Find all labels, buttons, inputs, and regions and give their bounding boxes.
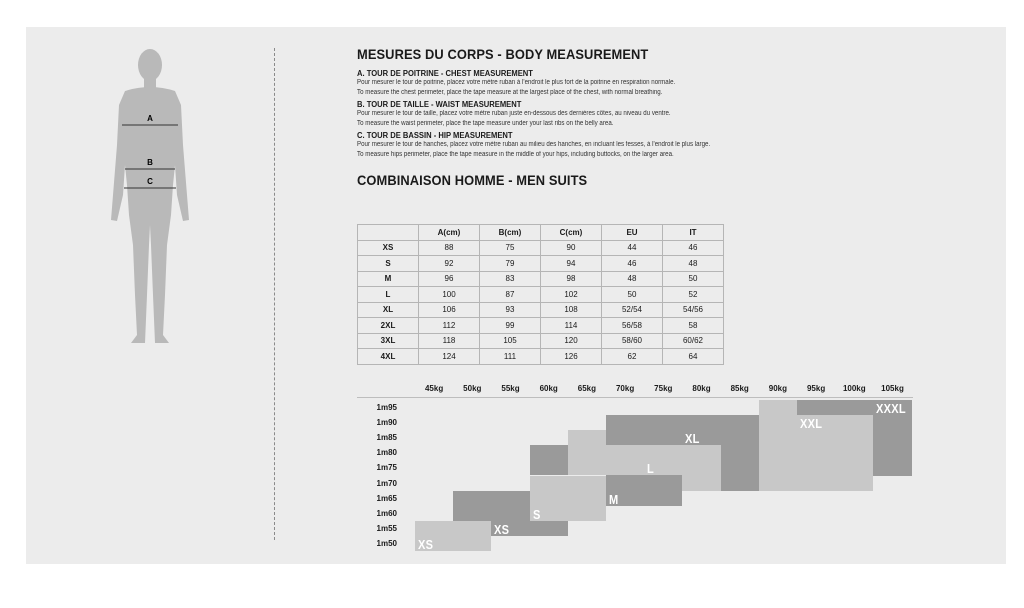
value-cell: 64 bbox=[663, 349, 724, 365]
section-text-fr: Pour mesurer le tour de poitrine, placez votre mètre ruban à l'endroit le plus fort de la poitrine en respiration normale. bbox=[357, 79, 676, 86]
value-cell: 92 bbox=[419, 256, 480, 272]
header-cell: C(cm) bbox=[541, 225, 602, 241]
value-cell: 112 bbox=[419, 318, 480, 334]
height-label: 1m85 bbox=[376, 433, 397, 443]
header-cell: EU bbox=[602, 225, 663, 241]
size-cell: M bbox=[358, 271, 419, 287]
value-cell: 58 bbox=[663, 318, 724, 334]
weight-label: 50kg bbox=[463, 384, 482, 393]
size-zone-label: XXL bbox=[800, 416, 823, 432]
value-cell: 83 bbox=[480, 271, 541, 287]
size-cell: 4XL bbox=[358, 349, 419, 365]
size-zone-label: XS bbox=[418, 536, 434, 552]
section-heading: B. TOUR DE TAILLE - WAIST MEASUREMENT bbox=[357, 100, 522, 109]
table-row bbox=[358, 349, 724, 365]
size-zone-label: XS bbox=[494, 521, 510, 537]
size-zone-block bbox=[644, 430, 759, 445]
value-cell: 94 bbox=[541, 256, 602, 272]
size-table bbox=[357, 224, 724, 365]
value-cell: 90 bbox=[541, 240, 602, 256]
section-waist bbox=[357, 100, 997, 128]
value-cell: 50 bbox=[602, 287, 663, 303]
value-cell: 120 bbox=[541, 333, 602, 349]
value-cell: 62 bbox=[602, 349, 663, 365]
size-cell: 3XL bbox=[358, 333, 419, 349]
weight-label: 80kg bbox=[692, 384, 711, 393]
size-zone-label: M bbox=[609, 491, 619, 507]
table-row bbox=[358, 318, 724, 334]
value-cell: 106 bbox=[419, 302, 480, 318]
size-chart bbox=[357, 380, 913, 550]
measurement-instructions bbox=[357, 46, 997, 188]
section-heading: A. TOUR DE POITRINE - CHEST MEASUREMENT bbox=[357, 69, 533, 78]
table-row bbox=[358, 287, 724, 303]
section-text-en: To measure the waist perimeter, place the tape measure under your last ribs on the belly area. bbox=[357, 119, 614, 127]
size-cell: S bbox=[358, 256, 419, 272]
size-cell: L bbox=[358, 287, 419, 303]
value-cell: 99 bbox=[480, 318, 541, 334]
weight-label: 95kg bbox=[806, 384, 826, 393]
section-text-en: To measure the chest perimeter, place the tape measure at the largest place of the chest, with normal breathing. bbox=[357, 88, 663, 96]
value-cell: 118 bbox=[419, 333, 480, 349]
size-zone-label: XXXL bbox=[876, 401, 907, 416]
section-heading: C. TOUR DE BASSIN - HIP MEASUREMENT bbox=[357, 131, 513, 140]
figure-label-c: C bbox=[147, 177, 153, 186]
value-cell: 79 bbox=[480, 256, 541, 272]
body-silhouette bbox=[95, 45, 205, 350]
header-cell bbox=[358, 225, 419, 241]
height-label: 1m75 bbox=[376, 463, 397, 473]
size-zone-block bbox=[530, 476, 606, 521]
value-cell: 50 bbox=[663, 271, 724, 287]
value-cell: 46 bbox=[663, 240, 724, 256]
value-cell: 46 bbox=[602, 256, 663, 272]
value-cell: 111 bbox=[480, 349, 541, 365]
value-cell: 56/58 bbox=[602, 318, 663, 334]
value-cell: 114 bbox=[541, 318, 602, 334]
value-cell: 54/56 bbox=[663, 302, 724, 318]
value-cell: 105 bbox=[480, 333, 541, 349]
section-text-en: To measure hips perimeter, place the tape measure in the middle of your hips, including buttocks, on the larger area. bbox=[357, 150, 674, 158]
value-cell: 44 bbox=[602, 240, 663, 256]
size-table-header bbox=[358, 225, 724, 241]
size-zone-block bbox=[644, 445, 720, 475]
value-cell: 124 bbox=[419, 349, 480, 365]
height-label: 1m80 bbox=[376, 448, 397, 458]
value-cell: 102 bbox=[541, 287, 602, 303]
header-cell: B(cm) bbox=[480, 225, 541, 241]
height-label: 1m95 bbox=[376, 403, 397, 412]
weight-label: 100kg bbox=[842, 384, 866, 393]
value-cell: 100 bbox=[419, 287, 480, 303]
weight-label: 55kg bbox=[501, 384, 520, 393]
value-cell: 88 bbox=[419, 240, 480, 256]
table-row bbox=[358, 302, 724, 318]
value-cell: 96 bbox=[419, 271, 480, 287]
height-label: 1m70 bbox=[376, 478, 397, 488]
weight-label: 65kg bbox=[577, 384, 597, 393]
height-label: 1m90 bbox=[376, 418, 397, 428]
height-label: 1m65 bbox=[376, 493, 397, 503]
weight-label: 70kg bbox=[615, 384, 635, 393]
weight-label: 90kg bbox=[768, 384, 788, 393]
value-cell: 108 bbox=[541, 302, 602, 318]
page-title: MESURES DU CORPS - BODY MEASUREMENT bbox=[357, 46, 649, 62]
suits-title: COMBINAISON HOMME - MEN SUITS bbox=[357, 172, 588, 188]
value-cell: 75 bbox=[480, 240, 541, 256]
weight-label: 45kg bbox=[424, 384, 444, 393]
section-chest bbox=[357, 69, 997, 97]
weight-label: 75kg bbox=[654, 384, 673, 393]
header-cell: IT bbox=[663, 225, 724, 241]
value-cell: 98 bbox=[541, 271, 602, 287]
height-label: 1m55 bbox=[376, 523, 397, 533]
section-hip bbox=[357, 131, 997, 159]
header-cell: A(cm) bbox=[419, 225, 480, 241]
weight-label: 60kg bbox=[539, 384, 558, 393]
value-cell: 58/60 bbox=[602, 333, 663, 349]
size-zone-block bbox=[759, 400, 797, 430]
value-cell: 87 bbox=[480, 287, 541, 303]
value-cell: 52/54 bbox=[602, 302, 663, 318]
value-cell: 93 bbox=[480, 302, 541, 318]
height-label: 1m50 bbox=[376, 538, 397, 548]
chart-top-rule bbox=[357, 397, 913, 398]
size-cell: XL bbox=[358, 302, 419, 318]
table-row bbox=[358, 256, 724, 272]
section-text-fr: Pour mesurer le tour de hanches, placez votre mètre ruban au milieu des hanches, en incluant les fesses, à l'endroit le plus large. bbox=[357, 141, 711, 148]
value-cell: 126 bbox=[541, 349, 602, 365]
figure-label-a: A bbox=[147, 114, 153, 123]
table-row bbox=[358, 240, 724, 256]
weight-label: 85kg bbox=[730, 384, 749, 393]
value-cell: 60/62 bbox=[663, 333, 724, 349]
value-cell: 52 bbox=[663, 287, 724, 303]
height-label: 1m60 bbox=[376, 508, 397, 518]
size-cell: XS bbox=[358, 240, 419, 256]
size-cell: 2XL bbox=[358, 318, 419, 334]
value-cell: 48 bbox=[663, 256, 724, 272]
size-zone-block bbox=[453, 491, 529, 521]
vertical-divider bbox=[274, 48, 275, 540]
table-row bbox=[358, 271, 724, 287]
weight-label: 105kg bbox=[881, 384, 904, 393]
value-cell: 48 bbox=[602, 271, 663, 287]
size-zone-label: S bbox=[532, 506, 541, 522]
size-zone-label: L bbox=[647, 461, 655, 477]
figure-label-b: B bbox=[147, 158, 153, 167]
section-text-fr: Pour mesurer le tour de taille, placez votre mètre ruban juste en-dessous des dernières côtes, au niveau du ventre. bbox=[357, 110, 671, 117]
size-zone-block bbox=[797, 400, 873, 415]
table-row bbox=[358, 333, 724, 349]
size-zone-label: XL bbox=[685, 431, 701, 447]
